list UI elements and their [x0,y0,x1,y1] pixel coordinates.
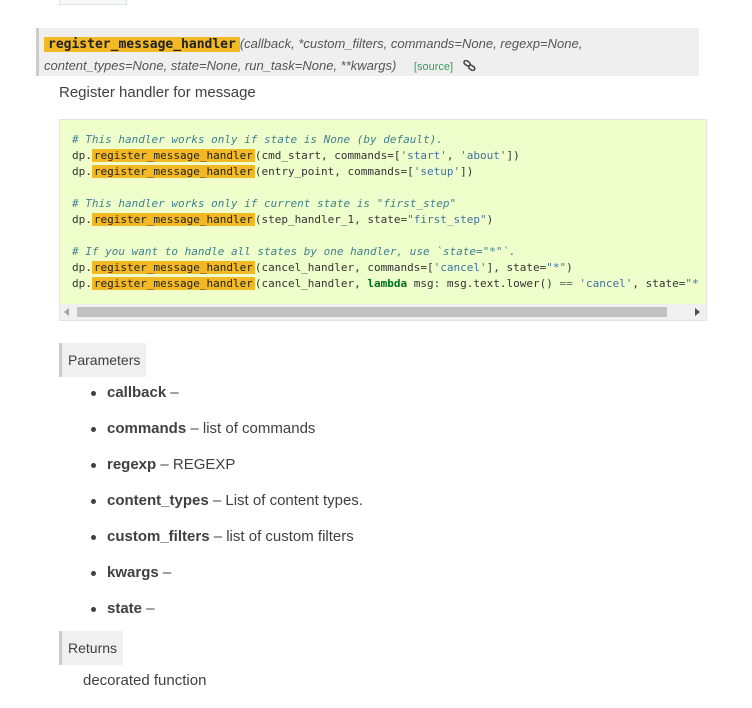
function-description: Register handler for message [59,84,256,101]
code-text [60,120,706,292]
code-token: 'about' [460,149,507,162]
code-token: == [559,277,573,290]
code-token: 'start' [400,149,447,162]
code-token: (step_handler_1, state= [254,213,408,226]
source-link[interactable]: [source] [413,61,454,73]
code-line [72,165,473,178]
highlighted-function-name: register_message_handler [93,149,253,162]
parameter-description: – List of content types. [212,492,363,509]
parameter-item [88,490,363,526]
bullet-icon [91,607,96,612]
code-token: dp. [72,277,92,290]
highlighted-function-name: register_message_handler [93,165,253,178]
code-token: ) [566,261,573,274]
code-line [72,133,443,146]
code-token: # If you want to handle all states by one handler, use `state="*"`. [72,245,516,258]
horizontal-scrollbar[interactable] [60,304,706,320]
parameter-item [88,598,363,634]
parameter-name: custom_filters [107,528,210,545]
highlighted-function-name: register_message_handler [93,213,253,226]
code-token: "first_step" [407,213,487,226]
code-token: "* [685,277,699,290]
parameter-item [88,418,363,454]
code-token: 'cancel' [579,277,633,290]
parameter-item [88,526,363,562]
function-signature [36,28,699,76]
code-token: (cmd_start, commands=[ [254,149,401,162]
parameter-item [88,454,363,490]
parameter-name: commands [107,420,187,437]
code-example-block [59,119,707,321]
code-token: 'cancel' [433,261,487,274]
link-icon[interactable] [463,56,476,77]
parameter-description: – list of commands [190,420,316,437]
code-token: ) [486,213,494,226]
code-token: , state= [632,277,686,290]
scroll-left-arrow-icon[interactable] [64,308,69,316]
parameters-label: Parameters [59,343,146,377]
returns-label: Returns [59,631,123,665]
parameter-name: state [107,600,143,617]
code-token: 'setup' [413,165,461,178]
code-token: # This handler works only if current state is "first_step" [72,197,457,210]
code-token: lambda [367,277,408,290]
parameter-description: – [162,564,172,581]
parameters-list [88,382,363,634]
scrollbar-thumb[interactable] [77,307,667,317]
code-line [72,277,699,290]
returns-value: decorated function [83,672,207,689]
parameter-name: regexp [107,456,157,473]
code-token: ]) [460,165,474,178]
bullet-icon [91,535,96,540]
highlighted-function-name: register_message_handler [93,277,253,290]
code-token: dp. [72,165,92,178]
code-token: "*" [546,261,567,274]
code-token: dp. [72,149,92,162]
parameter-description: – list of custom filters [213,528,354,545]
code-token: dp. [72,213,92,226]
bullet-icon [91,571,96,576]
code-token: (cancel_handler, [254,277,368,290]
function-name: register_message_handler [44,37,240,52]
code-line [72,149,520,162]
code-line [72,261,573,274]
parameter-description: – [146,600,155,617]
scroll-right-arrow-icon[interactable] [695,308,700,316]
function-params: (callback, *custom_filters, commands=None, regexp=None, [239,36,583,51]
code-token: ], state= [486,261,547,274]
code-token: (cancel_handler, commands=[ [254,261,434,274]
code-token: ]) [506,149,520,162]
function-params-continued: content_types=None, state=None, run_task=None, **kwargs) [44,58,397,73]
bullet-icon [91,427,96,432]
parameter-item [88,382,363,418]
parameter-description: – REGEXP [160,456,236,473]
code-line [72,245,516,258]
code-token: , [446,149,461,162]
previous-section-stub [59,0,127,5]
highlighted-function-name: register_message_handler [93,261,253,274]
code-line [72,197,456,210]
parameter-name: content_types [107,492,209,509]
code-token: # This handler works only if state is None (by default). [72,133,443,146]
parameter-description: – [170,384,179,401]
code-token: msg: msg.text.lower() [407,277,560,290]
parameter-name: callback [107,384,167,401]
parameter-name: kwargs [107,564,159,581]
bullet-icon [91,391,96,396]
code-token: (entry_point, commands=[ [254,165,414,178]
code-token: dp. [72,261,92,274]
code-line [72,213,493,226]
bullet-icon [91,499,96,504]
parameter-item [88,562,363,598]
bullet-icon [91,463,96,468]
